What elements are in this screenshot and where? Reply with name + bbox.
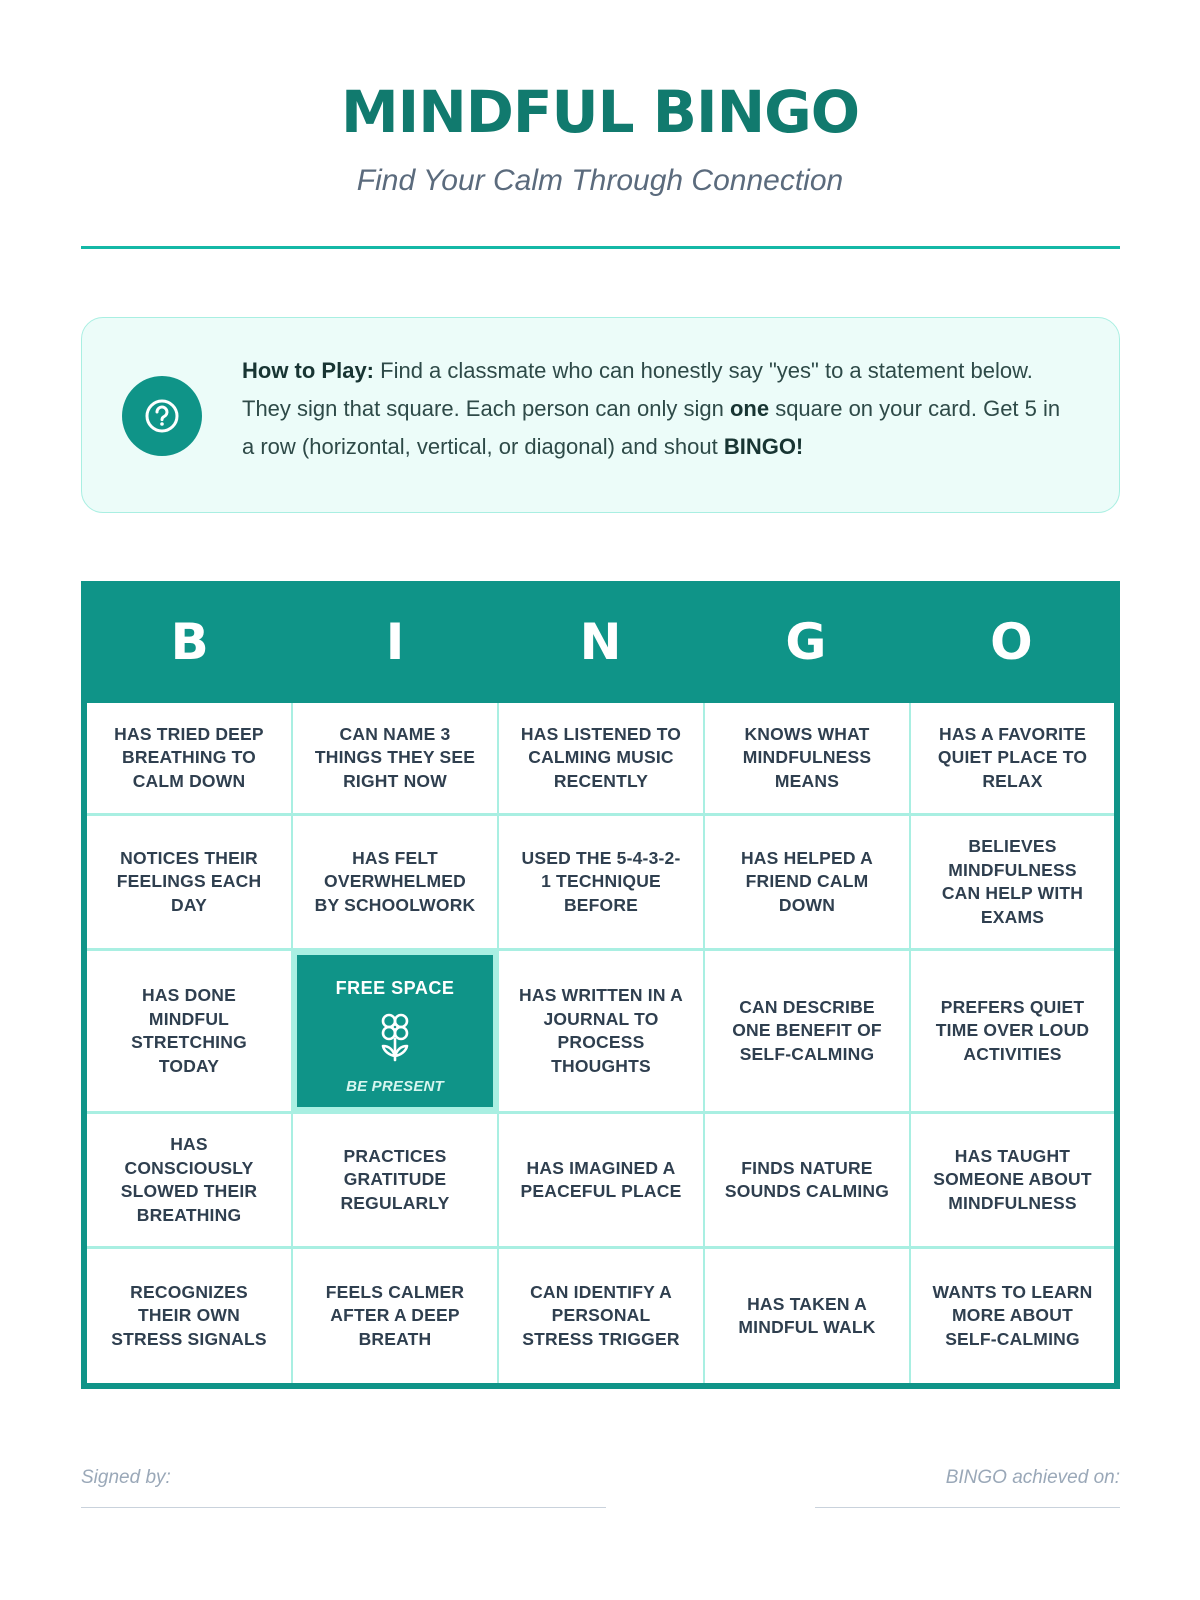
bingo-square[interactable]: BELIEVES MINDFULNESS CAN HELP WITH EXAMS: [911, 816, 1114, 948]
free-space-square: [293, 951, 497, 1111]
bingo-square[interactable]: WANTS TO LEARN MORE ABOUT SELF-CALMING: [911, 1249, 1114, 1383]
bingo-card: [81, 581, 1120, 1389]
bingo-square[interactable]: PREFERS QUIET TIME OVER LOUD ACTIVITIES: [911, 951, 1114, 1111]
bingo-square[interactable]: HAS HELPED A FRIEND CALM DOWN: [705, 816, 909, 948]
bingo-square[interactable]: HAS IMAGINED A PEACEFUL PLACE: [499, 1114, 703, 1246]
bingo-square[interactable]: HAS TAKEN A MINDFUL WALK: [705, 1249, 909, 1383]
page-title: MINDFUL BINGO: [340, 78, 860, 146]
signed-by-label: Signed by:: [81, 1467, 171, 1488]
page-subtitle: Find Your Calm Through Connection: [356, 164, 844, 197]
bingo-square[interactable]: HAS FELT OVERWHELMED BY SCHOOLWORK: [293, 816, 497, 948]
bingo-square[interactable]: CAN IDENTIFY A PERSONAL STRESS TRIGGER: [499, 1249, 703, 1383]
how-to-play-panel: [81, 317, 1120, 513]
bingo-square[interactable]: KNOWS WHAT MINDFULNESS MEANS: [705, 703, 909, 813]
free-space-note: BE PRESENT: [346, 1078, 444, 1095]
bingo-square[interactable]: HAS TRIED DEEP BREATHING TO CALM DOWN: [87, 703, 291, 813]
bingo-achieved-line[interactable]: [815, 1507, 1120, 1508]
bingo-letter-b: B: [170, 613, 209, 671]
bingo-square[interactable]: FEELS CALMER AFTER A DEEP BREATH: [293, 1249, 497, 1383]
bingo-square[interactable]: HAS TAUGHT SOMEONE ABOUT MINDFULNESS: [911, 1114, 1114, 1246]
bingo-square[interactable]: FINDS NATURE SOUNDS CALMING: [705, 1114, 909, 1246]
bingo-square[interactable]: USED THE 5-4-3-2-1 TECHNIQUE BEFORE: [499, 816, 703, 948]
bingo-square[interactable]: HAS A FAVORITE QUIET PLACE TO RELAX: [911, 703, 1114, 813]
bingo-letter-n: N: [579, 613, 622, 671]
bingo-letter-g: G: [785, 613, 827, 671]
flower-icon: [375, 1011, 415, 1070]
bingo-square[interactable]: CAN DESCRIBE ONE BENEFIT OF SELF-CALMING: [705, 951, 909, 1111]
bingo-header-row: [87, 581, 1114, 703]
how-to-play-text: How to Play: Find a classmate who can honestly say "yes" to a statement below. They sign that square. Each person can only sign one square on your card. Get 5 in a row (horizontal, vertical, or diagonal) and shout BINGO!: [242, 358, 1061, 459]
how-to-play-heading: How to Play:: [242, 358, 375, 383]
bingo-square[interactable]: RECOGNIZES THEIR OWN STRESS SIGNALS: [87, 1249, 291, 1383]
signed-by-line[interactable]: [81, 1507, 606, 1508]
bingo-achieved-label: BINGO achieved on:: [945, 1467, 1120, 1488]
bingo-square[interactable]: NOTICES THEIR FEELINGS EACH DAY: [87, 816, 291, 948]
question-circle-icon: [122, 376, 202, 456]
bingo-square[interactable]: HAS LISTENED TO CALMING MUSIC RECENTLY: [499, 703, 703, 813]
bingo-letter-o: O: [990, 613, 1033, 671]
free-space-panel: [297, 955, 493, 1107]
bingo-square[interactable]: PRACTICES GRATITUDE REGULARLY: [293, 1114, 497, 1246]
header-divider: [81, 246, 1120, 249]
free-space-label: FREE SPACE: [335, 978, 455, 998]
bingo-square[interactable]: CAN NAME 3 THINGS THEY SEE RIGHT NOW: [293, 703, 497, 813]
bingo-square[interactable]: HAS CONSCIOUSLY SLOWED THEIR BREATHING: [87, 1114, 291, 1246]
bingo-square[interactable]: HAS WRITTEN IN A JOURNAL TO PROCESS THOUGHTS: [499, 951, 703, 1111]
bingo-letter-i: I: [385, 613, 405, 671]
bingo-square[interactable]: HAS DONE MINDFUL STRETCHING TODAY: [87, 951, 291, 1111]
bingo-grid: [87, 703, 1114, 1383]
